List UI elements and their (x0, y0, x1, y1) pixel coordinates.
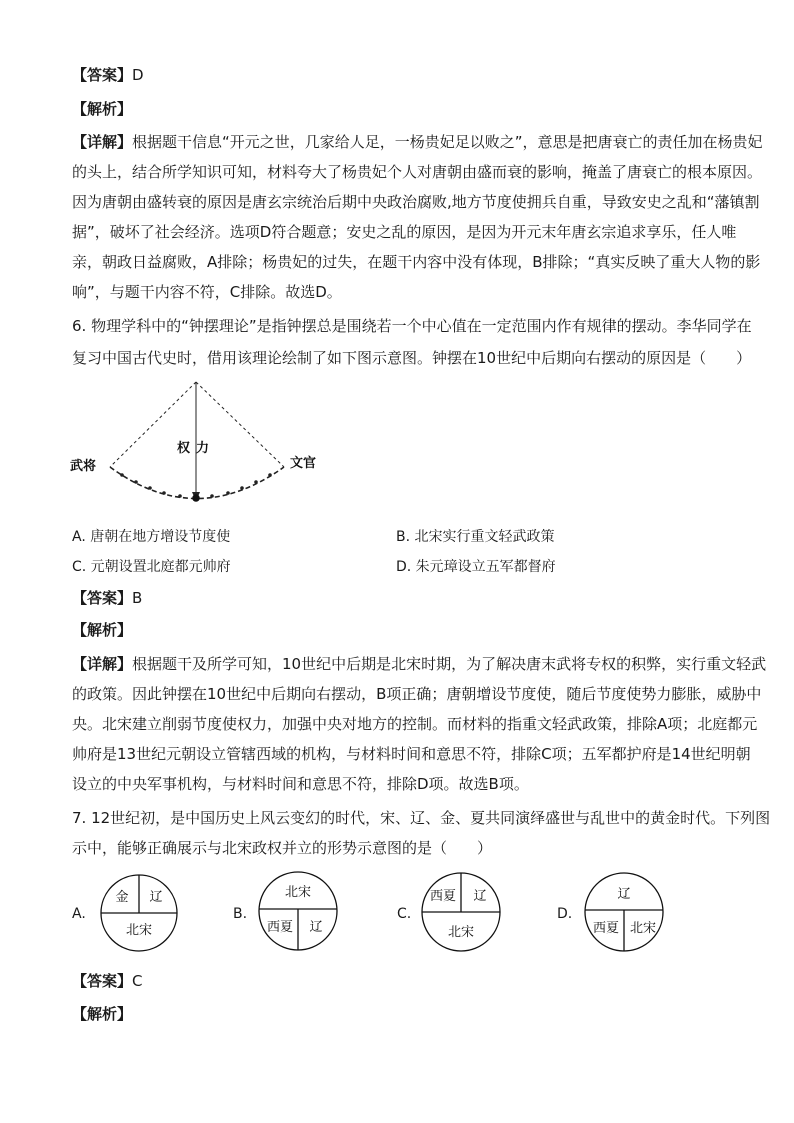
d-bottom-left: 西夏 (592, 921, 620, 936)
q5-detail-line-1: 的头上，结合所学知识可知，材料夸大了杨贵妃个人对唐朝由盛而衰的影响，掩盖了唐衰亡的根本原因。 (72, 163, 763, 181)
q7-option-a-diagram (98, 872, 180, 954)
q6-analysis-label (72, 621, 132, 639)
analysis-label: 【解析】 (72, 1005, 133, 1023)
q7-answer (72, 972, 143, 990)
q7-option-c-letter: C. (397, 906, 412, 922)
answer-label: 【答案】 (72, 589, 133, 607)
q6-option-b: B. 北宋实行重文轻武政策 (396, 529, 555, 545)
q6-option-d: D. 朱元璋设立五军都督府 (396, 559, 556, 575)
analysis-label: 【解析】 (72, 100, 133, 118)
q6-option-c: C. 元朝设置北庭都元帅府 (72, 559, 231, 575)
q5-answer (72, 66, 144, 84)
q6-detail-line-3: 帅府是13世纪元朝设立管辖西域的机构，与材料时间和意思不符，排除C项；五军都护府是14世纪明朝 (72, 745, 751, 763)
answer-value: D (132, 66, 144, 84)
analysis-label: 【解析】 (72, 621, 133, 639)
d-bottom-right: 北宋 (629, 921, 657, 936)
c-top-right: 辽 (473, 889, 487, 904)
q6-detail-line-0 (72, 655, 766, 673)
q5-detail-line-0 (72, 133, 763, 151)
detail-label: 【详解】 (72, 655, 133, 673)
q5-detail-line-2: 因为唐朝由盛转衰的原因是唐玄宗统治后期中央政治腐败,地方节度使拥兵自重，导致安史之乱和“藩镇割 (72, 193, 760, 211)
q6-stem-line-0: 6. 物理学科中的“钟摆理论”是指钟摆总是围绕若一个中心值在一定范围内作有规律的摆动。李华同学在 (72, 317, 752, 335)
q6-detail-line-2: 央。北宋建立削弱节度使权力，加强中央对地方的控制。而材料的指重文轻武政策，排除A项；北庭都元 (72, 715, 758, 733)
q7-option-b-diagram (256, 869, 340, 953)
q5-detail-line-5: 响”，与题干内容不符，C排除。故选D。 (72, 283, 342, 301)
label-right: 文官 (290, 456, 317, 471)
a-bottom: 北宋 (125, 923, 153, 938)
pendulum-bob (192, 494, 200, 502)
d-top: 辽 (617, 887, 631, 902)
label-center: 权力 (177, 441, 216, 456)
q7-analysis-label (72, 1005, 132, 1023)
label-left: 武将 (70, 459, 97, 474)
q7-stem-line-0: 7. 12世纪初，是中国历史上风云变幻的时代，宋、辽、金、夏共同演绎盛世与乱世中的黄金时代。下列图 (72, 809, 771, 827)
q6-stem-line-1: 复习中国古代史时，借用该理论绘制了如下图示意图。钟摆在10世纪中后期向右摆动的原因是（ ） (72, 349, 752, 367)
q6-detail-line-1: 的政策。因此钟摆在10世纪中后期向右摆动，B项正确；唐朝增设节度使，随后节度使势力膨胀，威胁中 (72, 685, 762, 703)
q7-option-d-letter: D. (557, 906, 573, 922)
q7-option-b-letter: B. (233, 906, 248, 922)
detail-label: 【详解】 (72, 133, 133, 151)
c-top-left: 西夏 (429, 889, 457, 904)
b-top: 北宋 (284, 885, 312, 900)
q7-stem-line-1: 示中，能够正确展示与北宋政权并立的形势示意图的是（ ） (72, 839, 493, 857)
answer-label: 【答案】 (72, 66, 133, 84)
answer-label: 【答案】 (72, 972, 133, 990)
q6-answer (72, 589, 142, 607)
b-bottom-left: 西夏 (266, 920, 294, 935)
pendulum-diagram (66, 380, 336, 515)
detail-text: 根据题干信息“开元之世，几家给人足，一杨贵妃足以败之”，意思是把唐衰亡的责任加在杨贵妃 (132, 133, 763, 151)
q5-analysis-label (72, 100, 132, 118)
q6-option-a: A. 唐朝在地方增设节度使 (72, 529, 231, 545)
a-top-left: 金 (115, 890, 129, 905)
answer-value: B (132, 589, 143, 607)
q5-detail-line-3: 据”，破坏了社会经济。选项D符合题意；安史之乱的原因，是因为开元末年唐玄宗追求享乐，任人唯 (72, 223, 737, 241)
q7-option-d-diagram (582, 870, 666, 954)
q5-detail-line-4: 亲，朝政日益腐败，A排除；杨贵妃的过失，在题干内容中没有体现，B排除；“真实反映了重大人物的影 (72, 253, 761, 271)
c-bottom: 北宋 (447, 925, 475, 940)
b-bottom-right: 辽 (309, 920, 323, 935)
q6-detail-line-4: 设立的中央军事机构，与材料时间和意思不符，排除D项。故选B项。 (72, 775, 529, 793)
detail-text: 根据题干及所学可知，10世纪中后期是北宋时期，为了解决唐末武将专权的积弊，实行重文轻武 (132, 655, 767, 673)
a-top-right: 辽 (149, 890, 163, 905)
q7-option-a-letter: A. (72, 906, 86, 922)
answer-value: C (132, 972, 143, 990)
q7-option-c-diagram (419, 870, 503, 954)
